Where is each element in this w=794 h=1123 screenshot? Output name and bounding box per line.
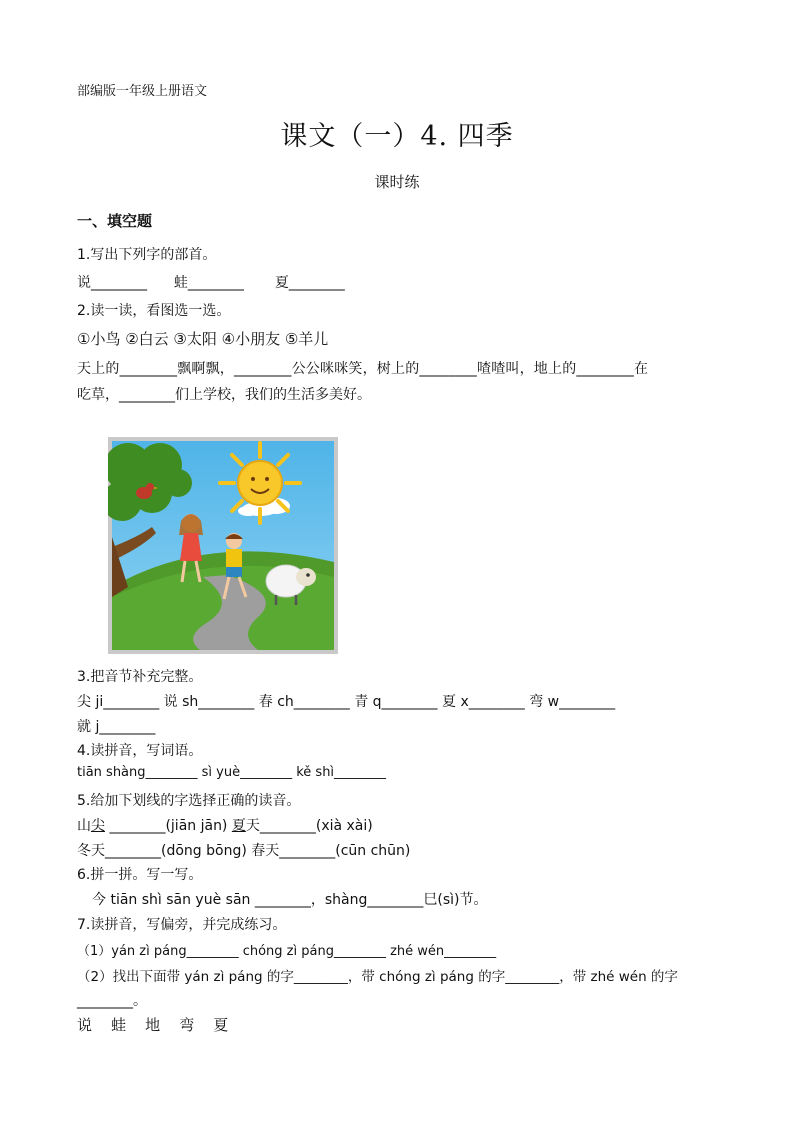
q1-items [77, 272, 345, 292]
q1-item: 说________ [77, 275, 147, 291]
q4-prompt: 4.读拼音，写词语。 [77, 743, 203, 759]
q6-line: 今 tiān shì sān yuè sān ________，shàng________巳(sì)节。 [92, 892, 488, 908]
q5-underlined-char: 夏 [231, 818, 246, 834]
q5-word: 山 [77, 818, 91, 834]
q2-prompt: 2.读一读，看图选一选。 [77, 303, 231, 319]
q7-line: （2）找出下面带 yán zì páng 的字________，带 chóng zì páng 的字________，带 zhé wén 的字 [77, 969, 678, 985]
q6-prompt: 6.拼一拼。写一写。 [77, 867, 203, 883]
q7-chars: 说 蛙 地 弯 夏 [77, 1016, 229, 1034]
q3-prompt: 3.把音节补充完整。 [77, 669, 203, 685]
q2-options: ①小鸟 ②白云 ③太阳 ④小朋友 ⑤羊儿 [77, 330, 329, 348]
q5-blank: 天________(xià xài) [245, 818, 373, 834]
q5-underlined-char: 尖 [91, 818, 105, 834]
q4-line: tiān shàng________ sì yuè________ kě shì________ [77, 765, 387, 780]
q7-line: ________。 [77, 993, 147, 1009]
q7-line: （1）yán zì páng________ chóng zì páng________ zhé wén________ [77, 944, 497, 959]
q1-item: 夏________ [274, 275, 345, 291]
q5-line: 冬天________(dōng bōng) 春天________(cūn chūn) [77, 843, 411, 859]
q5-line [77, 815, 373, 835]
q1-prompt: 1.写出下列字的部首。 [77, 247, 217, 263]
q2-text-line: 吃草，________们上学校，我们的生活多美好。 [77, 387, 371, 403]
page-title: 课文（一）4. 四季 [280, 121, 514, 152]
section-heading: 一、填空题 [77, 212, 153, 230]
q3-line: 就 j________ [77, 719, 156, 735]
document-header: 部编版一年级上册语文 [77, 84, 208, 99]
q5-prompt: 5.给加下划线的字选择正确的读音。 [77, 793, 301, 809]
q1-item: 蛙________ [173, 275, 244, 291]
sun-icon [220, 443, 300, 523]
q5-blank: ________(jiān jān) [105, 818, 232, 834]
q3-line: 尖 ji________ 说 sh________ 春 ch________ 青 q________ 夏 x________ 弯 w________ [77, 694, 616, 710]
page-subtitle: 课时练 [374, 173, 420, 191]
q7-prompt: 7.读拼音，写偏旁，并完成练习。 [77, 917, 287, 933]
q2-text-line: 天上的________飘啊飘，________公公咪咪笑，树上的________喳喳叫，地上的________在 [77, 361, 649, 377]
scene-illustration [108, 437, 338, 654]
